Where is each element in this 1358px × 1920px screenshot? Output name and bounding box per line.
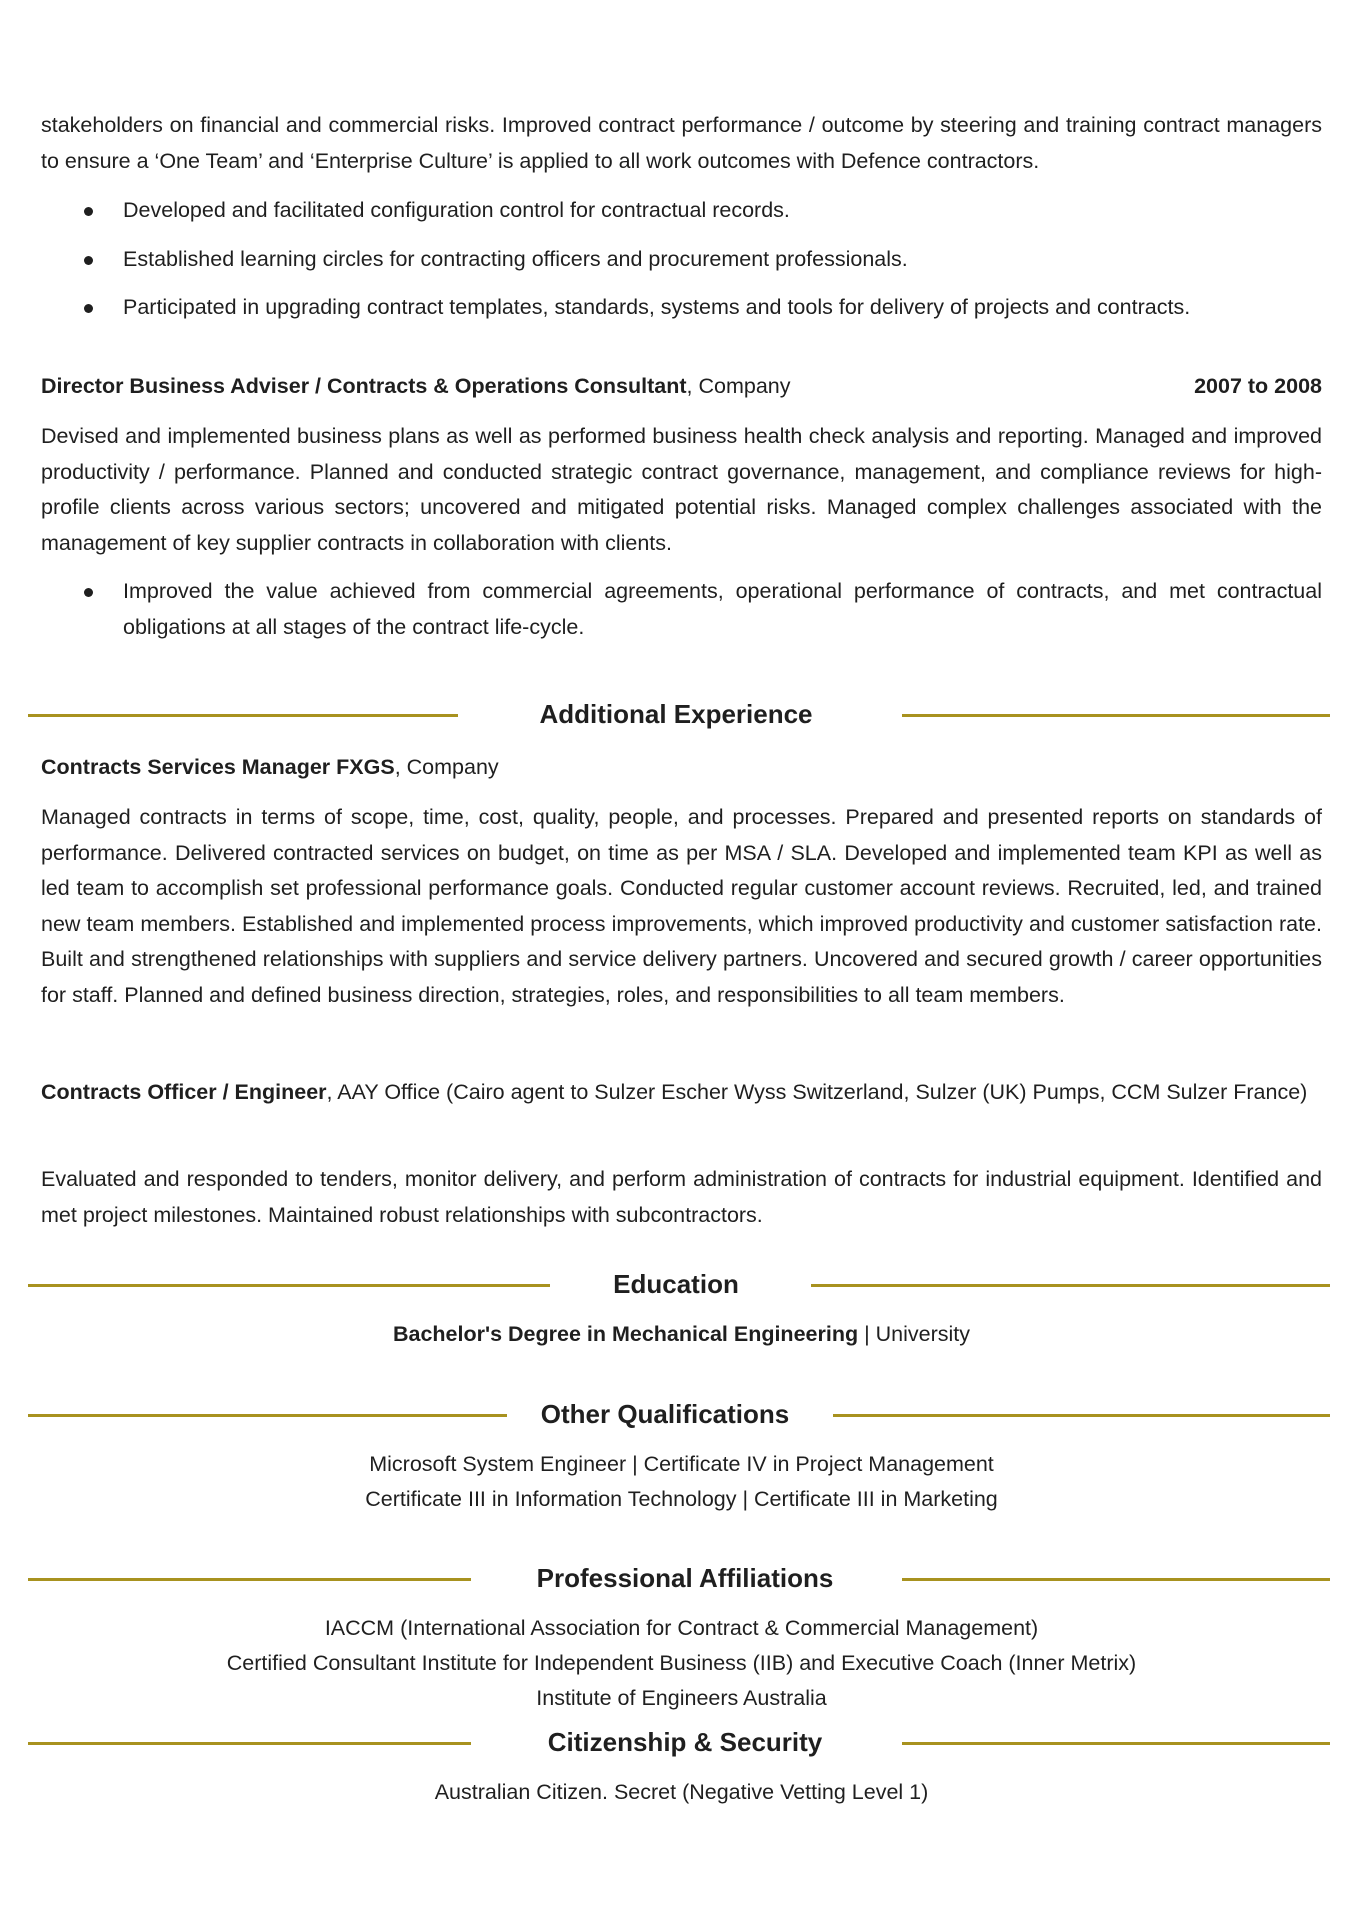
intro-bullet-list (41, 193, 1322, 326)
role1-paragraph: Managed contracts in terms of scope, time, cost, quality, people, and processes. Prepared and presented reports on standards of performance. Delivered contracted services on budget, on time as per MSA / SLA. Developed and implemented team KPI as well as led team to accomplish set professional performance goals. Conducted regular customer account reviews. Recruited, led, and trained new team members. Established and implemented process improvements, which improved productivity and customer satisfaction rate. Built and strengthened relationships with suppliers and service delivery partners. Uncovered and secured growth / career opportunities for staff. Planned and defined business direction, strategies, roles, and responsibilities to all team members. (41, 805, 1322, 1007)
affiliation-line: Institute of Engineers Australia (536, 1686, 827, 1710)
affiliation-line: Certified Consultant Institute for Independent Business (IIB) and Executive Coach (Inner Metrix) (226, 1651, 1137, 1675)
job-title: Contracts Services Manager FXGS (41, 755, 395, 779)
role2-heading (41, 1075, 1322, 1111)
job-title: Director Business Adviser / Contracts & Operations Consultant (41, 374, 687, 398)
section-title: Education (613, 1269, 739, 1299)
section-heading-other-qualifications (28, 1394, 1330, 1434)
degree: Bachelor's Degree in Mechanical Engineering (392, 1322, 859, 1346)
director-role-heading (41, 369, 1322, 405)
job-company: , Company (686, 374, 791, 398)
section-title: Additional Experience (539, 699, 813, 729)
section-heading-education (28, 1264, 1330, 1304)
role2-paragraph: Evaluated and responded to tenders, monitor delivery, and perform administration of contracts for industrial equipment. Identified and met project milestones. Maintained robust relationships with subcontractors. (41, 1167, 1322, 1227)
institution: | University (858, 1322, 971, 1346)
section-title: Citizenship & Security (547, 1727, 823, 1757)
job-company: , Company (394, 755, 499, 779)
citizenship-line: Australian Citizen. Secret (Negative Vetting Level 1) (434, 1780, 929, 1804)
list-item: Improved the value achieved from commercial agreements, operational performance of contracts, and met contractual obligations at all stages of the contract life-cycle. (41, 574, 1322, 645)
section-heading-additional-experience (28, 694, 1330, 734)
section-title: Professional Affiliations (536, 1563, 834, 1593)
section-heading-citizenship-security (28, 1722, 1330, 1762)
education-line (41, 1317, 1322, 1353)
section-title: Other Qualifications (540, 1399, 790, 1429)
job-dates: 2007 to 2008 (1194, 374, 1322, 398)
intro-paragraph: stakeholders on financial and commercial risks. Improved contract performance / outcome by steering and training contract managers to ensure a ‘One Team’ and ‘Enterprise Culture’ is applied to all work outcomes with Defence contractors. (41, 113, 1322, 173)
qualification-line: Microsoft System Engineer | Certificate IV in Project Management (369, 1452, 994, 1476)
director-bullet-list (41, 574, 1322, 645)
list-item: Established learning circles for contracting officers and procurement professionals. (41, 242, 1322, 278)
director-role-paragraph: Devised and implemented business plans as well as performed business health check analysis and reporting. Managed and improved productivity / performance. Planned and conducted strategic contract governance, management, and compliance reviews for high-profile clients across various sectors; uncovered and mitigated potential risks. Managed complex challenges associated with the management of key supplier contracts in collaboration with clients. (41, 424, 1322, 555)
list-item: Participated in upgrading contract templates, standards, systems and tools for delivery of projects and contracts. (41, 290, 1322, 326)
list-item: Developed and facilitated configuration control for contractual records. (41, 193, 1322, 229)
affiliation-line: IACCM (International Association for Contract & Commercial Management) (324, 1616, 1039, 1640)
job-company: , AAY Office (Cairo agent to Sulzer Escher Wyss Switzerland, Sulzer (UK) Pumps, CCM Sulzer France) (326, 1080, 1308, 1104)
job-title: Contracts Officer / Engineer (41, 1080, 327, 1104)
role1-heading (41, 750, 1322, 786)
section-heading-professional-affiliations (28, 1558, 1330, 1598)
qualification-line: Certificate III in Information Technology | Certificate III in Marketing (365, 1487, 998, 1511)
